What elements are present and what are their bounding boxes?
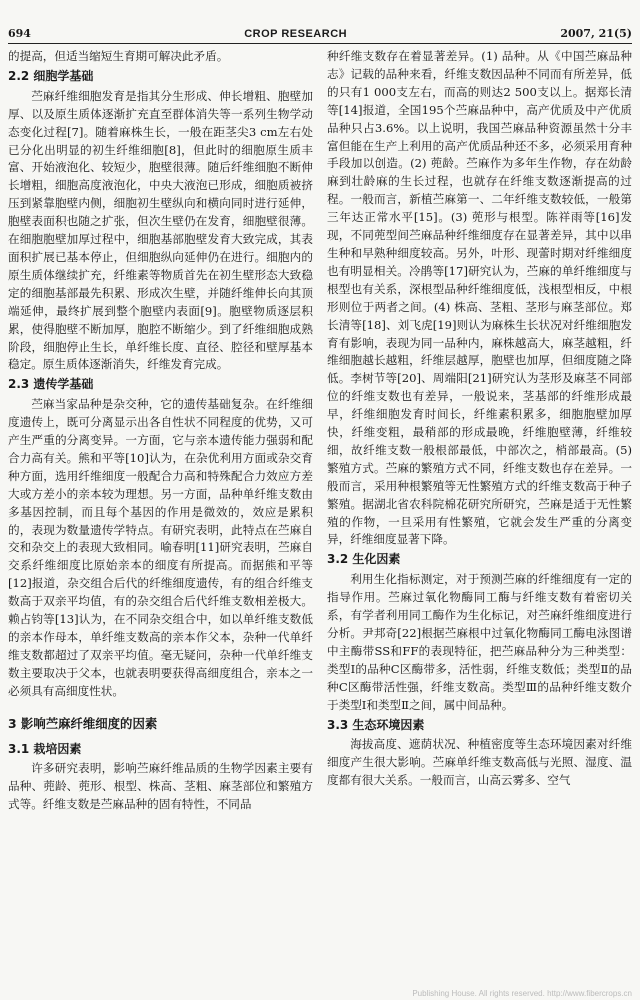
section-heading-2-2: 2.2 细胞学基础 [8, 68, 94, 83]
right-column [327, 48, 632, 994]
paragraph: 利用生化指标测定，对于预测苎麻的纤维细度有一定的指导作用。苎麻过氧化物酶同工酶与纤维支数有着密切关系，有学者利用同工酶作为生化标记，对苎麻纤维细度进行分析。尹邦奇[22]根据苎麻根中过氧化物酶同工酶电泳图谱中主酶带SS和FF的表现特征，把苎麻品种分为三种类型：类型Ⅰ的品种C区酶带多，活性弱，纤维支数低；类型Ⅱ的品种C区酶带活性强，纤维支数高。类型Ⅲ的品种纤维支数介于类型Ⅰ和类型Ⅱ之间，属中间品种。 [327, 572, 632, 712]
paragraph: 海拔高度、遮荫状况、种植密度等生态环境因素对纤维细度产生很大影响。苎麻单纤维支数高低与光照、湿度、温度都有很大关系。一般而言，山高云雾多、空气 [327, 737, 632, 788]
year-issue: 2007, 21(5) [560, 27, 632, 40]
paragraph: 的提高，但适当缩短生育期可解决此矛盾。 [8, 49, 229, 63]
left-column [8, 48, 313, 994]
section-heading-3-2: 3.2 生化因素 [327, 552, 401, 567]
section-heading-3-3: 3.3 生态环境因素 [327, 717, 425, 732]
paragraph: 苎麻纤维细胞发育是指其分生形成、伸长增粗、胞壁加厚、以及原生质体逐渐扩充直至群体消失等一系列生物学动态变化过程[7]。随着麻株生长，一般在距茎尖3 cm左右处已分化出明显的初生纤维细胞[8]，但此时的细胞原生质丰富、开始液泡化、较短少，胞壁很薄。随后纤维细胞不断伸长增粗，细胞高度液泡化，中央大液泡已形成，细胞质被挤压到紧靠胞壁内侧，细胞初生壁纵向和横向同时进行延伸，胞壁表面积也随之扩张，但次生壁仍在发育，细胞壁很薄。在细胞胞壁加厚过程中，细胞基部胞壁发育大致完成，其表面积扩展已基本停止，但细胞纵向延伸仍在进行。细胞内的原生质体继续扩充，纤维素等物质首先在初生壁形态大致稳定的细胞基部最先积累、形成次生壁，并随纤维伸长向其顶端延伸，最终扩展到整个胞壁内表面[9]。胞壁物质逐层积累，使得胞壁不断加厚，胞腔不断缩少。到了纤维细胞成熟阶段，细胞停止生长，单纤维长度、直径、腔径和壁厚基本稳定。原生质体逐渐消失，纤维发育完成。 [8, 88, 313, 372]
paragraph: 许多研究表明，影响苎麻纤维品质的生物学因素主要有品种、蔸龄、蔸形、根型、株高、茎粗、麻茎部位和繁殖方式等。纤维支数是苎麻品种的固有特性，不同品 [8, 761, 313, 812]
section-heading-3: 3 影响苎麻纤维细度的因素 [8, 715, 158, 731]
two-column-body [8, 48, 632, 994]
watermark-text: Publishing House. All rights reserved. http://www.fibercrops.cn [412, 989, 632, 998]
page-number: 694 [8, 27, 31, 40]
paragraph: 苎麻当家品种是杂交种，它的遗传基础复杂。在纤维细度遗传上，既可分离显示出各自性状不同程度的优势，又可产生严重的分离变异。一方面，它与亲本遗传能力强弱和配合力高有关。熊和平等[10]认为，在杂优利用方面或杂交育种方面，选用纤维细度一般配合力高和特殊配合力效应方差大或方差小的亲本较为理想。另一方面，品种单纤维支数由多基因控制，而且每个基因的作用是微效的，效应是累积的，表现为数量遗传学特点。有研究表明，此特点在苎麻自交和杂交上的表现大致相同。喻春明[11]研究表明，苎麻自交系纤维细度比原始亲本的细度有所提高。而据熊和平等[12]报道，杂交组合后代的纤维细度遗传，有的组合纤维支数高于双亲平均值，有的杂交组合后代纤维支数相差极大。赖占钧等[13]认为，在不同杂交组合中，如以单纤维支数低的亲本作母本，单纤维支数高的亲本作父本，杂种一代单纤维支数都超过了双亲平均值。毫无疑问，杂种一代单纤维支数主要取决于父本，也就表明要获得高细度组合，亲本之一必须具有高细度性状。 [8, 397, 313, 698]
paragraph: 种纤维支数存在着显著差异。(1) 品种。从《中国苎麻品种志》记载的品种来看，纤维支数因品种不同而有所差异，低的只有1 000支左右，而高的则达2 500支以上。据郑长清等[14]报道，全国195个苎麻品种中，高产优质及中产优质品种只占3.6%。以上说明，我国苎麻品种资源虽然十分丰富但能在生产上利用的高产优质品种还不多，必须采用育种手段加以创造。(2) 蔸龄。苎麻作为多年生作物，存在幼龄麻到壮龄麻的生长过程，也就存在纤维支数逐渐提高的过程。一般而言，新植苎麻第一、二年纤维支数较低，一般第三年达正常水平[15]。(3) 蔸形与根型。陈祥雨等[16]发现，不同蔸型间苎麻品种纤维细度存在显著差异，其中以串生种和早熟种细度较高。另外，叶形、现蕾时期对纤维细度也有明显相关。冷鹃等[17]研究认为，苎麻的单纤维细度与根型也有关系，深根型品种纤维细度低，浅根型相反，中根形则位于两者之间。(4) 株高、茎粗、茎形与麻茎部位。郑长清等[18]、刘飞虎[19]则认为麻株生长状况对纤维细胞发育有影响，表现为同一品种内，麻株越高大，麻茎越粗，纤维细胞越长越粗，纤维层越厚，胞壁也加厚，但细度随之降低。李树节等[20]、周端阳[21]研究认为茎形及麻茎不同部位的纤维支数也有差异，一般说来，茎基部的纤维形成最早，纤维细胞发育时间长，纤维素积累多，细胞胞壁加厚快，纤维变粗，最稍部的形成最晚，纤维胞壁薄，纤维较细，故纤维支数一般根部最低，中部次之，梢部最高。(5) 繁殖方式。苎麻的繁殖方式不同，纤维支数也存在差异。一般而言，采用种根繁殖等无性繁殖方式的纤维支数高于种子繁殖。据湖北省农科院棉花研究所研究，苎麻是适于无性繁殖的作物，一旦采用有性繁殖，它就会发生严重的分离变异，纤维细度显著下降。 [327, 49, 632, 547]
running-header [8, 16, 632, 44]
section-heading-3-1: 3.1 栽培因素 [8, 741, 82, 756]
journal-name: CROP RESEARCH [244, 28, 348, 40]
section-heading-2-3: 2.3 遗传学基础 [8, 377, 94, 392]
